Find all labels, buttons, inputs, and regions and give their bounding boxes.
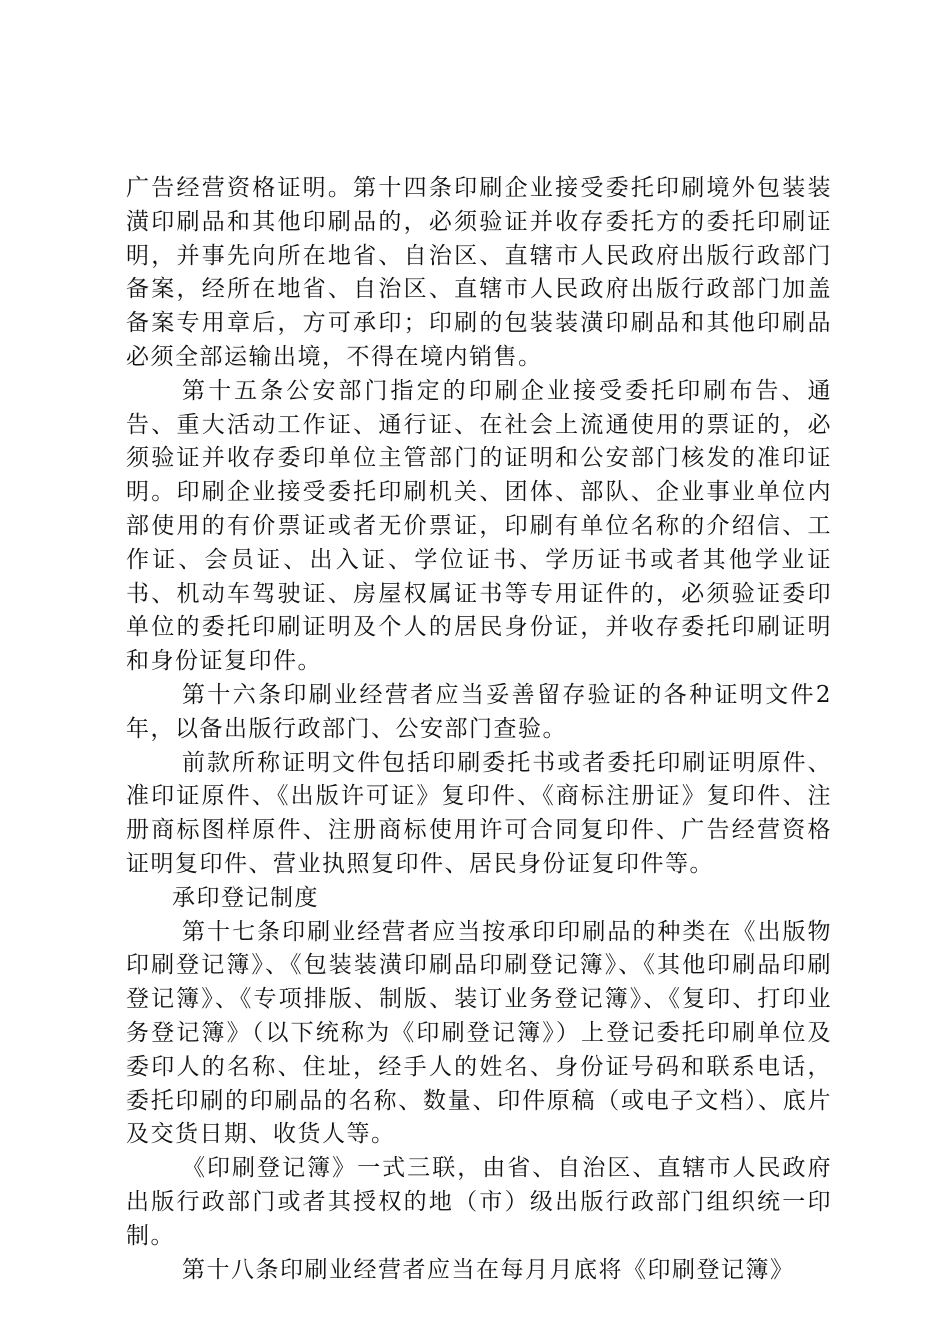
paragraph-register-book: 《印刷登记簿》一式三联，由省、自治区、直辖市人民政府出版行政部门或者其授权的地（市）级出版行政部门组织统一印制。 <box>126 1155 832 1249</box>
paragraph-article-18: 第十八条印刷业经营者应当在每月月底将《印刷登记簿》 <box>182 1256 795 1283</box>
paragraph-article-17: 第十七条印刷业经营者应当按承印印刷品的种类在《出版物印刷登记簿》、《包装装潢印刷品印刷登记簿》、《其他印刷品印刷登记簿》、《专项排版、制版、装订业务登记簿》、《复印、打印业务登记簿》（以下统称为《印刷登记簿》）上登记委托印刷单位及委印人的名称、住址，经手人的姓名、身份证号码和联系电话，委托印刷的印刷品的名称、数量、印件原稿（或电子文档）、底片及交货日期、收货人等。 <box>126 918 832 1148</box>
paragraph-1: 广告经营资格证明。第十四条印刷企业接受委托印刷境外包装装潢印刷品和其他印刷品的，必须验证并收存委托方的委托印刷证明，并事先向所在地省、自治区、直辖市人民政府出版行政部门备案，经所在地省、自治区、直辖市人民政府出版行政部门加盖备案专用章后，方可承印；印刷的包装装潢印刷品和其他印刷品必须全部运输出境，不得在境内销售。 <box>126 175 832 370</box>
paragraph-article-16: 第十六条印刷业经营者应当妥善留存验证的各种证明文件2年，以备出版行政部门、公安部门查验。 <box>126 681 832 742</box>
paragraph-article-15: 第十五条公安部门指定的印刷企业接受委托印刷布告、通告、重大活动工作证、通行证、在社会上流通使用的票证的，必须验证并收存委印单位主管部门的证明和公安部门核发的准印证明。印刷企业接受委托印刷机关、团体、部队、企业事业单位内部使用的有价票证或者无价票证，印刷有单位名称的介绍信、工作证、会员证、出入证、学位证书、学历证书或者其他学业证书、机动车驾驶证、房屋权属证书等专用证件的，必须验证委印单位的委托印刷证明及个人的居民身份证，并收存委托印刷证明和身份证复印件。 <box>126 377 832 675</box>
section-heading: 承印登记制度 <box>172 884 319 911</box>
document-body <box>126 172 832 1287</box>
paragraph-documents-list: 前款所称证明文件包括印刷委托书或者委托印刷证明原件、准印证原件、《出版许可证》复印件、《商标注册证》复印件、注册商标图样原件、注册商标使用许可合同复印件、广告经营资格证明复印件、营业执照复印件、居民身份证复印件等。 <box>126 749 832 877</box>
